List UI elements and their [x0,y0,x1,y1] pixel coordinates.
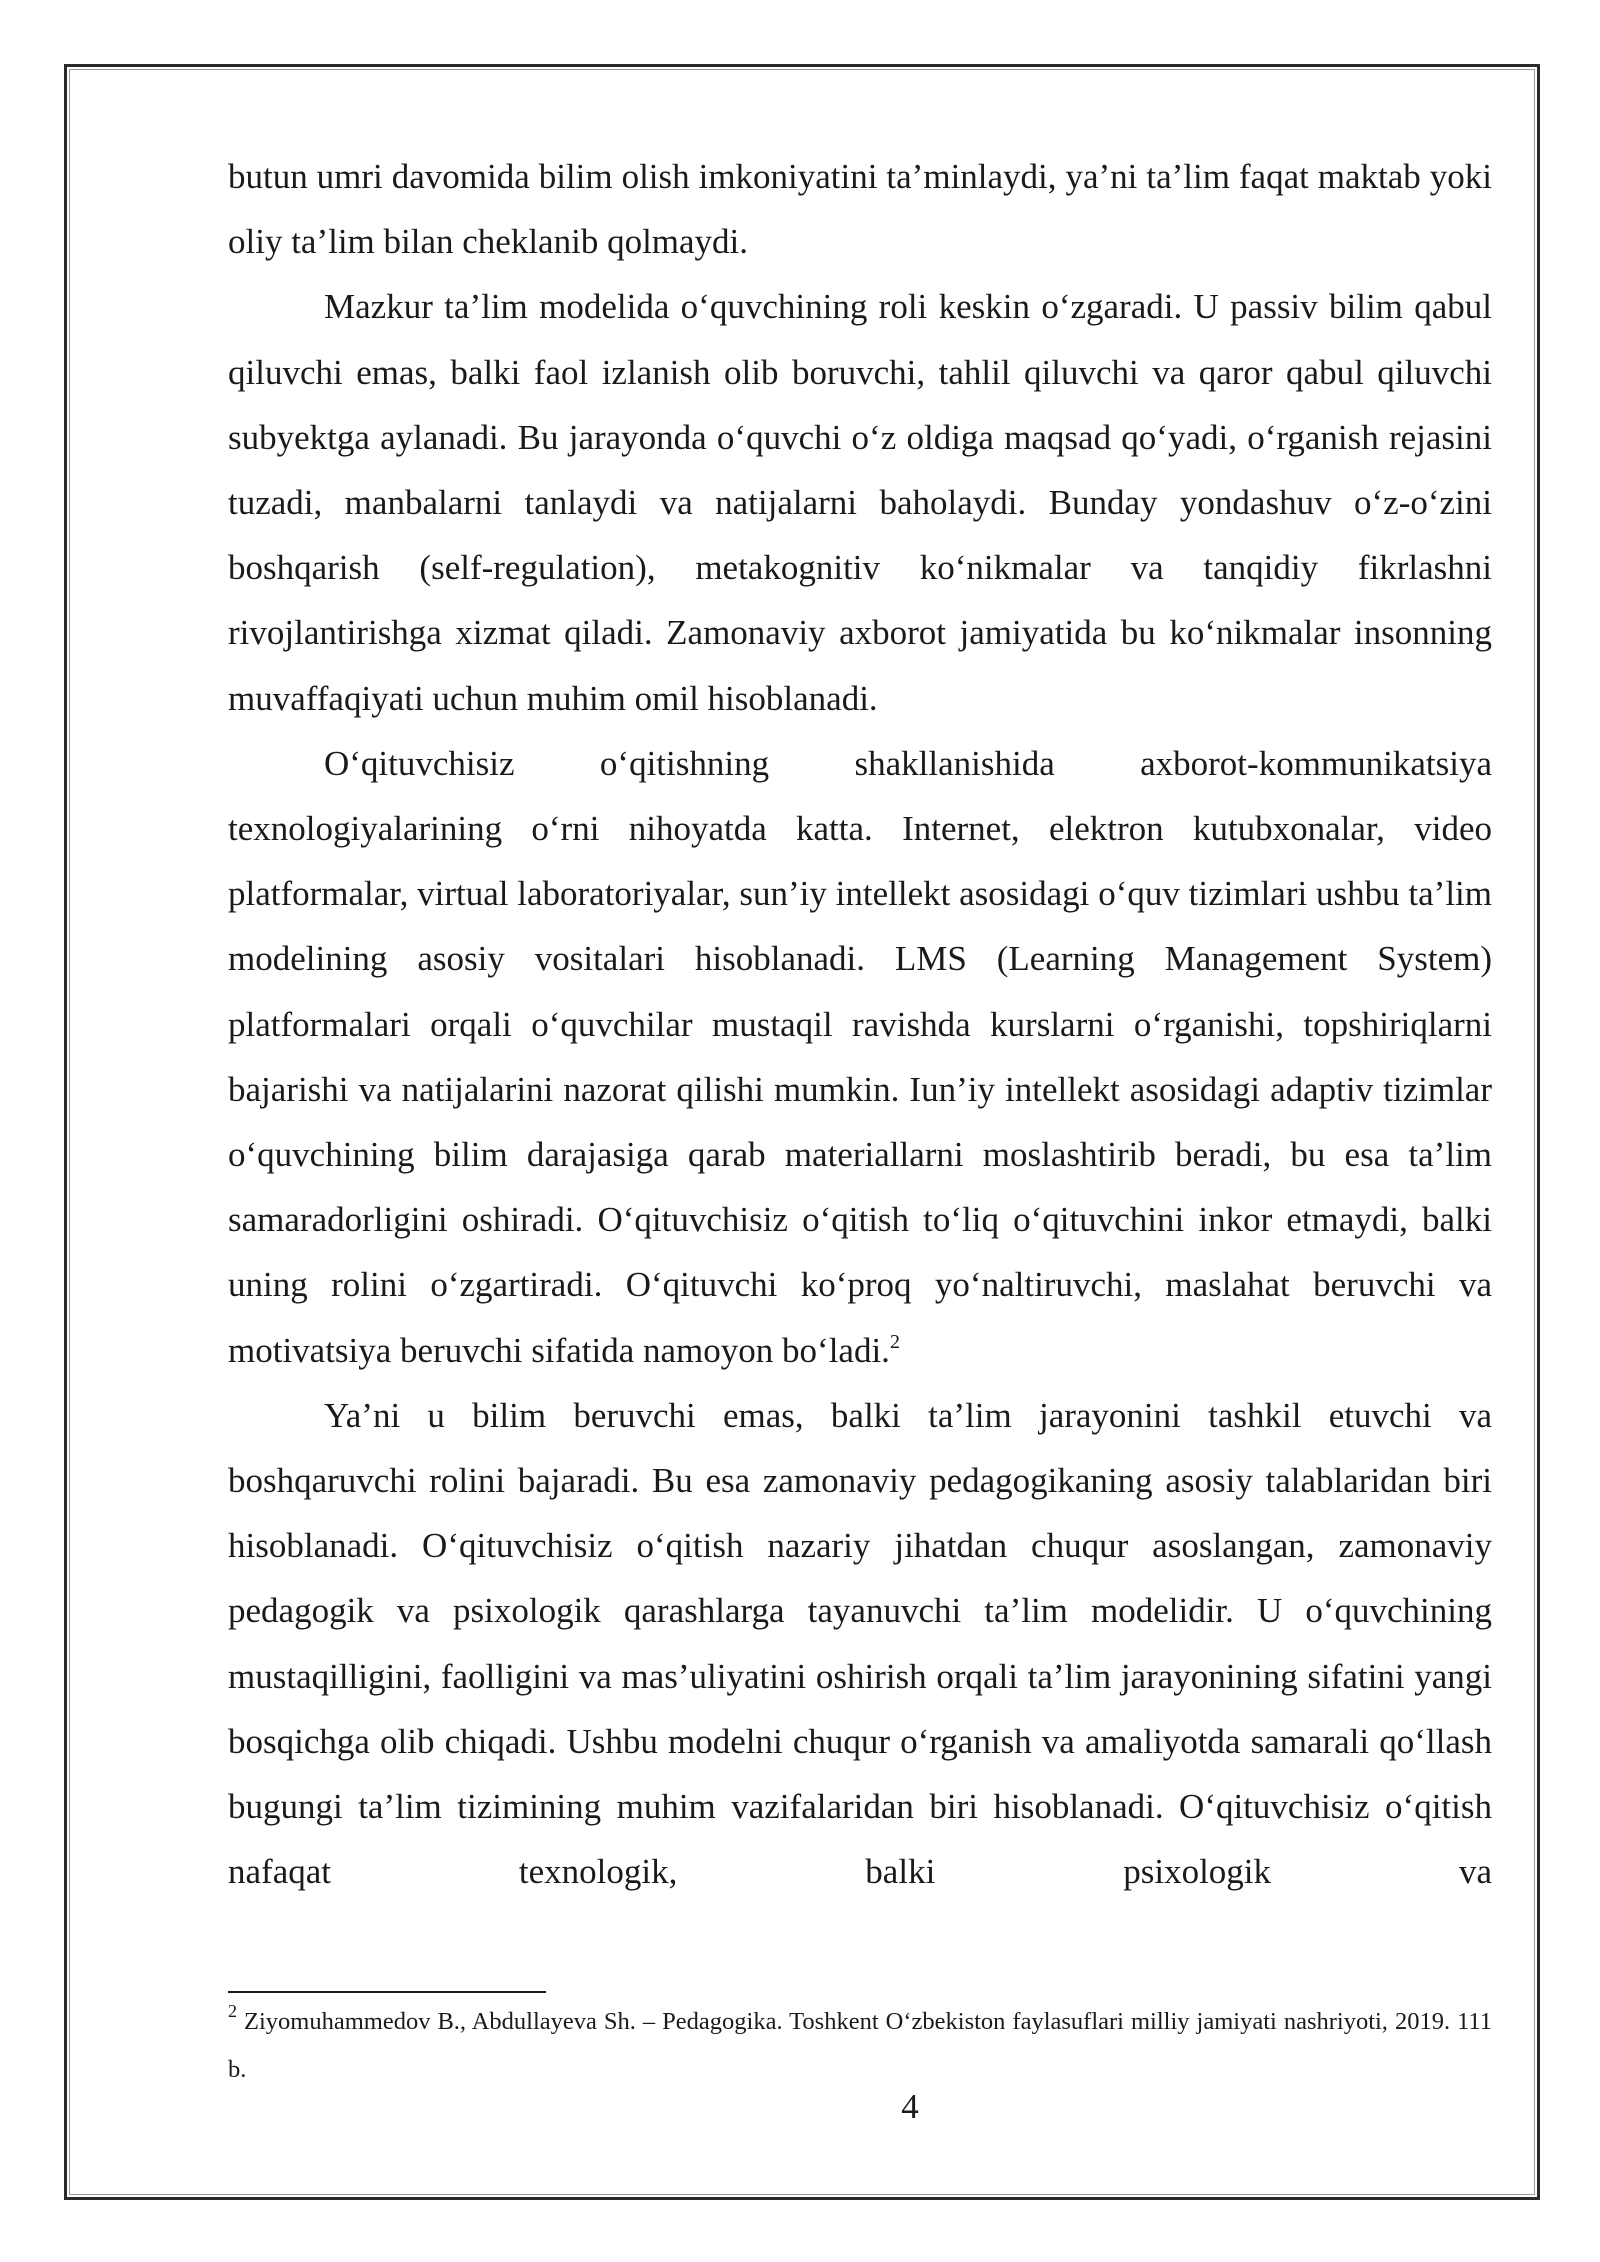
footnote-separator [228,1991,546,1993]
paragraph-continuation: butun umri davomida bilim olish imkoniyatini ta’minlaydi, ya’ni ta’lim faqat maktab yoki oliy ta’lim bilan cheklanib qolmaydi. [228,157,1492,262]
paragraph-ict-role-text: O‘qituvchisiz o‘qitishning shakllanishida axborot-kommunikatsiya texnologiyalarining o‘rni nihoyatda katta. Internet, elektron kutubxonalar, video platformalar, virtual laboratoriyalar, sun’iy intellekt asosidagi o‘quv tizimlari ushbu ta’lim modelining asosiy vositalari hisoblanadi. LMS (Learning Management System) platformalari orqali o‘quvchilar mustaqil ravishda kurslarni o‘rganishi, topshiriqlarni bajarishi va natijalarini nazorat qilishi mumkin. Iun’iy intellekt asosidagi adaptiv tizimlar o‘quvchining bilim darajasiga qarab materiallarni moslashtirib beradi, bu esa ta’lim samaradorligini oshiradi. O‘qituvchisiz o‘qitish to‘liq o‘qituvchini inkor etmaydi, balki uning rolini o‘zgartiradi. O‘qituvchi ko‘proq yo‘naltiruvchi, maslahat beruvchi va motivatsiya beruvchi sifatida namoyon bo‘ladi. [228,743,1492,1370]
footnote-text: Ziyomuhammedov B., Abdullayeva Sh. – Pedagogika. Toshkent O‘zbekiston faylasuflari milliy jamiyati nashriyoti, 2019. 111 b. [228,2008,1493,2083]
paragraph-teacher-role: Ya’ni u bilim beruvchi emas, balki ta’lim jarayonini tashkil etuvchi va boshqaruvchi rolini bajaradi. Bu esa zamonaviy pedagogikaning asosiy talablaridan biri hisoblanadi. O‘qituvchisiz o‘qitish nazariy jihatdan chuqur asoslangan, zamonaviy pedagogik va psixologik qarashlarga tayanuvchi ta’lim modelidir. U o‘quvchining mustaqilligini, faolligini va mas’uliyatini oshirish orqali ta’lim jarayonining sifatini yangi bosqichga olib chiqadi. Ushbu modelni chuqur o‘rganish va amaliyotda samarali qo‘llash bugungi ta’lim tizimining muhim vazifalaridan biri hisoblanadi. O‘qituvchisiz o‘qitish nafaqat texnologik, balki psixologik va [228,1395,1492,1892]
paragraph-ict-role [228,731,1492,1383]
page-number: 4 [901,2087,919,2126]
document-body [228,144,1492,1904]
paragraph-student-role: Mazkur ta’lim modelida o‘quvchining roli keskin o‘zgaradi. U passiv bilim qabul qiluvchi emas, balki faol izlanish olib boruvchi, tahlil qiluvchi va qaror qabul qiluvchi subyektga aylanadi. Bu jarayonda o‘quvchi o‘z oldiga maqsad qo‘yadi, o‘rganish rejasini tuzadi, manbalarni tanlaydi va natijalarni baholaydi. Bunday yondashuv o‘z-o‘zini boshqarish (self-regulation), metakognitiv ko‘nikmalar va tanqidiy fikrlashni rivojlantirishga xizmat qiladi. Zamonaviy axborot jamiyatida bu ko‘nikmalar insonning muvaffaqiyati uchun muhim omil hisoblanadi. [228,287,1492,718]
footnote-number: 2 [228,2001,237,2021]
footnote [228,1998,1492,2094]
footnote-reference[interactable]: 2 [889,1330,900,1353]
